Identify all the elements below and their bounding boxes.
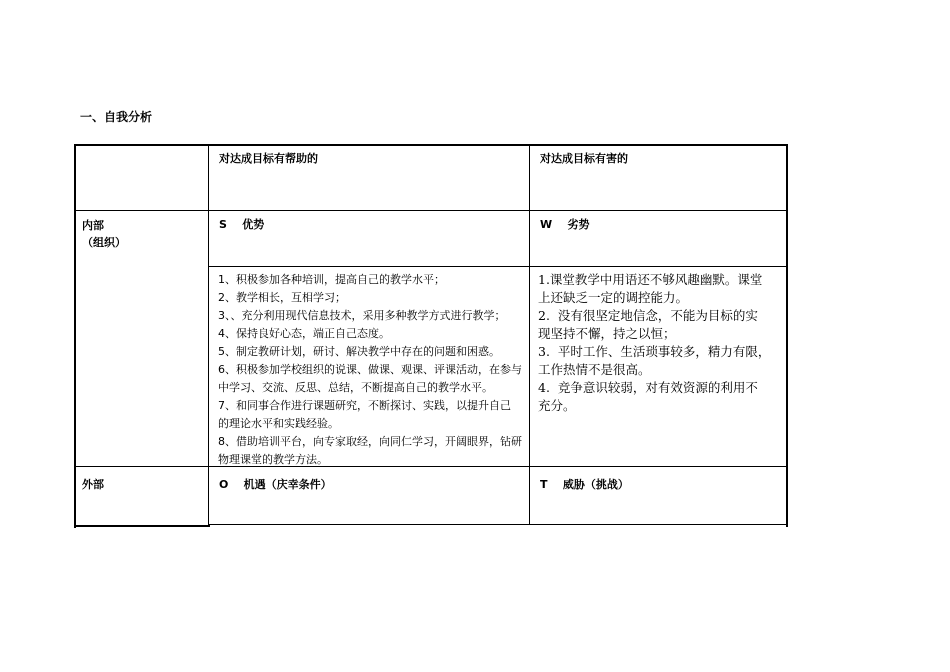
list-item: 物理课堂的教学方法。: [218, 453, 328, 466]
internal-label-line1: 内部: [82, 219, 104, 232]
list-item: 充分。: [538, 398, 576, 413]
internal-label-line2: （组织）: [82, 236, 126, 249]
list-item: 8、借助培训平台，向专家取经，向同仁学习，开阔眼界，钻研: [218, 435, 522, 448]
weaknesses-heading: W 劣势: [540, 218, 590, 231]
strengths-heading: S 优势: [219, 218, 265, 231]
list-item: 3、、充分利用现代信息技术，采用多种教学方式进行教学；: [218, 309, 506, 322]
table-bottom-edge: [74, 525, 210, 527]
list-item: 7、和同事合作进行课题研究，不断探讨、实践，以提升自己: [218, 399, 511, 412]
list-item: 2. 没有很坚定地信念，不能为目标的实: [538, 308, 758, 323]
table-bottom-edge-right: [208, 524, 788, 525]
list-item: 1.课堂教学中用语还不够风趣幽默。课堂: [538, 272, 763, 287]
opportunities-heading: O 机遇（庆幸条件）: [219, 478, 332, 491]
row-divider-2: [208, 266, 788, 267]
list-item: 中学习、交流、反思、总结，不断提高自己的教学水平。: [218, 381, 493, 394]
list-item: 1、积极参加各种培训，提高自己的教学水平；: [218, 273, 445, 286]
threats-heading: T 威胁（挑战）: [540, 478, 629, 491]
header-helpful: 对达成目标有帮助的: [219, 152, 318, 165]
list-item: 5、制定教研计划，研讨、解决教学中存在的问题和困惑。: [218, 345, 500, 358]
header-harmful: 对达成目标有害的: [540, 152, 628, 165]
list-item: 现坚持不懈，持之以恒；: [538, 326, 676, 341]
list-item: 上还缺乏一定的调控能力。: [538, 290, 689, 305]
list-item: 的理论水平和实践经验。: [218, 417, 339, 430]
strengths-list: [218, 271, 522, 469]
list-item: 工作热情不是很高。: [538, 362, 651, 377]
internal-label: [82, 217, 126, 251]
weaknesses-list: [538, 271, 770, 415]
row-divider-1: [74, 210, 788, 211]
list-item: 3. 平时工作、生活琐事较多，精力有限，: [538, 344, 771, 359]
col-divider-2: [529, 144, 530, 524]
col-divider-1: [208, 144, 209, 527]
list-item: 4. 竞争意识较弱，对有效资源的利用不: [538, 380, 758, 395]
list-item: 6、积极参加学校组织的说课、做课、观课、评课活动，在参与: [218, 363, 522, 376]
list-item: 4、保持良好心态，端正自己态度。: [218, 327, 390, 340]
external-label: 外部: [82, 478, 104, 491]
list-item: 2、教学相长，互相学习；: [218, 291, 346, 304]
section-title: 一、自我分析: [80, 110, 153, 124]
